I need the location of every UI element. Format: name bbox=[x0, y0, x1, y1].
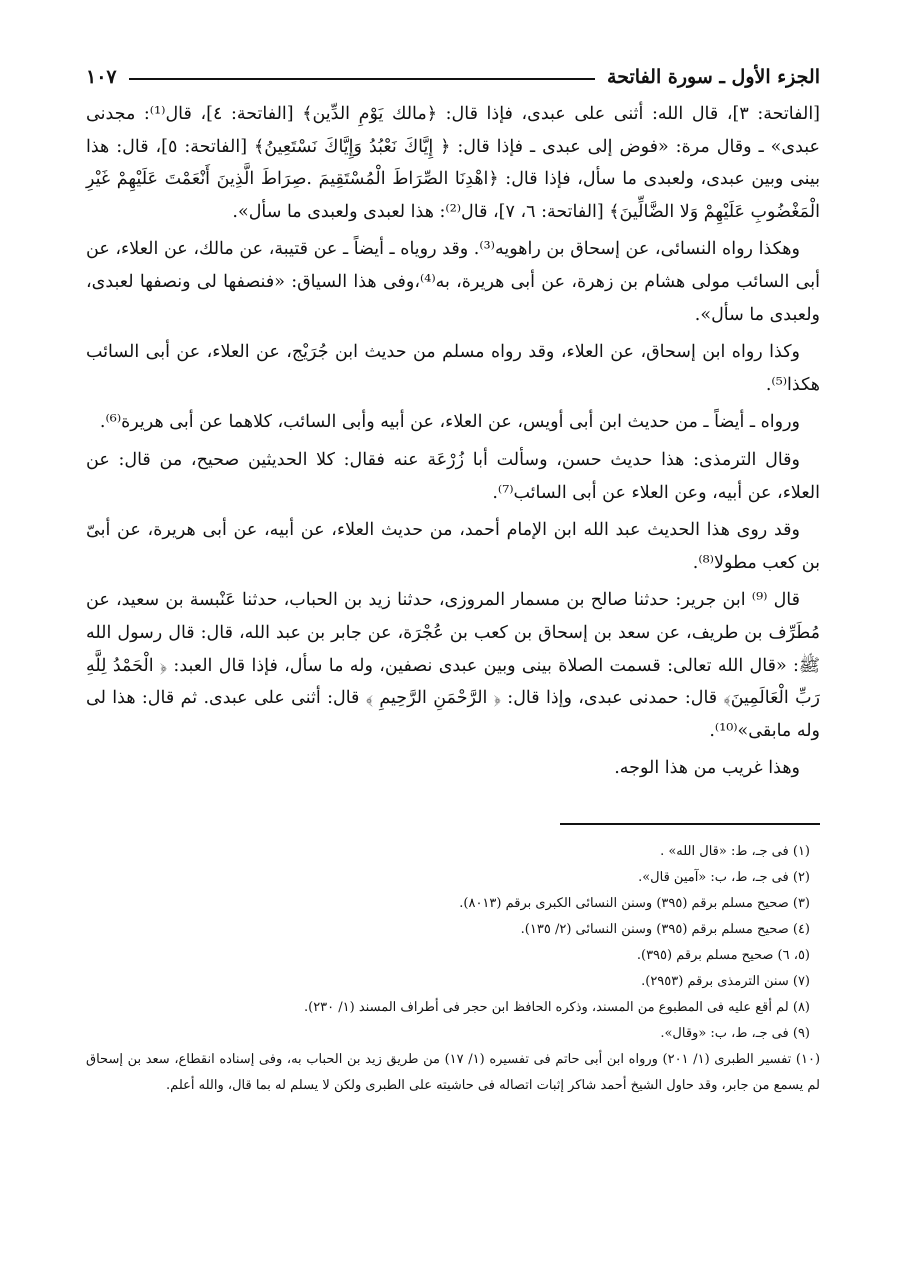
running-title: الجزء الأول ـ سورة الفاتحة bbox=[607, 66, 820, 88]
footnote: (١) فى جـ، ط: «قال الله» . bbox=[660, 843, 810, 859]
paragraph: وهكذا رواه النسائى، عن إسحاق بن راهويه⁽³⁾. وقد روياه ـ أيضاً ـ عن قتيبة، عن مالك، عن العلاء، عن أبى السائب مولى هشام بن زهرة، عن أبى هريرة، به⁽⁴⁾،وفى هذا السياق: «فنصفها لى ونصفها لعبدى، ولعبدى ما سأل». bbox=[86, 239, 820, 325]
footnote: (٧) سنن الترمذى برقم (٢٩٥٣). bbox=[641, 973, 810, 989]
paragraph: قال ⁽⁹⁾ ابن جرير: حدثنا صالح بن مسمار المروزى، حدثنا زيد بن الحباب، حدثنا عَنْبسة بن سعيد، عن مُطَرِّف بن طريف، عن سعد بن إسحاق بن كعب بن عُجْرَة، عن جابر بن عبد الله، قال: قال رسول الله ﷺ: «قال الله تعالى: قسمت الصلاة بينى وبين عبدى نصفين، وله ما سأل، فإذا قال العبد: ﴿ الْحَمْدُ لِلَّهِ رَبِّ الْعَالَمِينَ﴾ قال: حمدنى عبدى، وإذا قال: ﴿ الرَّحْمَنِ الرَّحِيمِ ﴾ قال: أثنى على عبدى. ثم قال: هذا لى وله مابقى»⁽¹⁰⁾. bbox=[86, 590, 820, 741]
footnote: (٩) فى جـ، ط، ب: «وقال». bbox=[660, 1025, 810, 1041]
footnote: (٢) فى جـ، ط، ب: «آمين قال». bbox=[638, 869, 810, 885]
footnote: (٥، ٦) صحيح مسلم برقم (٣٩٥). bbox=[636, 947, 810, 963]
paragraph: ورواه ـ أيضاً ـ من حديث ابن أبى أويس، عن العلاء، عن أبيه وأبى السائب، كلاهما عن أبى هريرة⁽⁶⁾. bbox=[99, 412, 800, 433]
header-rule bbox=[129, 78, 595, 80]
paragraph: وقال الترمذى: هذا حديث حسن، وسألت أبا زُرْعَة عنه فقال: كلا الحديثين صحيح، من قال: عن العلاء، عن أبيه، وعن العلاء عن أبى السائب⁽⁷⁾. bbox=[86, 449, 820, 503]
paragraph: [الفاتحة: ٣]، قال الله: أثنى على عبدى، فإذا قال: ﴿مالك يَوْمِ الدِّين﴾ [الفاتحة: ٤]، قال⁽¹⁾: مجدنى عبدى» ـ وقال مرة: «فوض إلى عبدى ـ فإذا قال: ﴿ إِيَّاكَ نَعْبُدُ وَإِيَّاكَ نَسْتَعِينُ﴾ [الفاتحة: ٥]، قال: هذا بينى وبين عبدى، ولعبدى ما سأل، فإذا قال: ﴿اهْدِنَا الصِّرَاطَ الْمُسْتَقِيمَ .صِرَاطَ الَّذِينَ أَنْعَمْتَ عَلَيْهِمْ غَيْرِ الْمَغْضُوبِ عَلَيْهِمْ وَلا الضَّالِّينَ﴾ [الفاتحة: ٦، ٧]، قال⁽²⁾: هذا لعبدى ولعبدى ما سأل». bbox=[86, 104, 821, 222]
footnote: (١٠) تفسير الطبرى (١/ ٢٠١) ورواه ابن أبى حاتم فى تفسيره (١/ ١٧) من طريق زيد بن الحباب به، وفى إسناده انقطاع، سعد بن إسحاق لم يسمع من جابر، وقد حاول الشيخ أحمد شاكر إثبات اتصاله فى حاشيته على الطبرى ولكن لا يسلم له بما قال، والله أعلم. bbox=[86, 1051, 821, 1093]
footnote: (٤) صحيح مسلم برقم (٣٩٥) وسنن النسائى (٢/ ١٣٥). bbox=[520, 921, 810, 937]
paragraph: وقد روى هذا الحديث عبد الله ابن الإمام أحمد، من حديث العلاء، عن أبيه، عن أبى هريرة، عن أبىّ بن كعب مطولا⁽⁸⁾. bbox=[86, 520, 820, 573]
main-text bbox=[86, 98, 820, 785]
book-page bbox=[86, 60, 820, 1240]
paragraph: وهذا غريب من هذا الوجه. bbox=[614, 758, 800, 779]
footnotes bbox=[86, 839, 820, 1099]
paragraph: وكذا رواه ابن إسحاق، عن العلاء، وقد رواه مسلم من حديث ابن جُرَيْج، عن العلاء، عن أبى السائب هكذا⁽⁵⁾. bbox=[86, 342, 820, 395]
footnote: (٨) لم أقع عليه فى المطبوع من المسند، وذكره الحافظ ابن حجر فى أطراف المسند (١/ ٢٣٠). bbox=[303, 999, 810, 1015]
footnote-separator bbox=[560, 823, 820, 825]
footnote: (٣) صحيح مسلم برقم (٣٩٥) وسنن النسائى الكبرى برقم (٨٠١٣). bbox=[459, 895, 810, 911]
running-header bbox=[86, 60, 820, 94]
page-number: ١٠٧ bbox=[86, 66, 117, 88]
